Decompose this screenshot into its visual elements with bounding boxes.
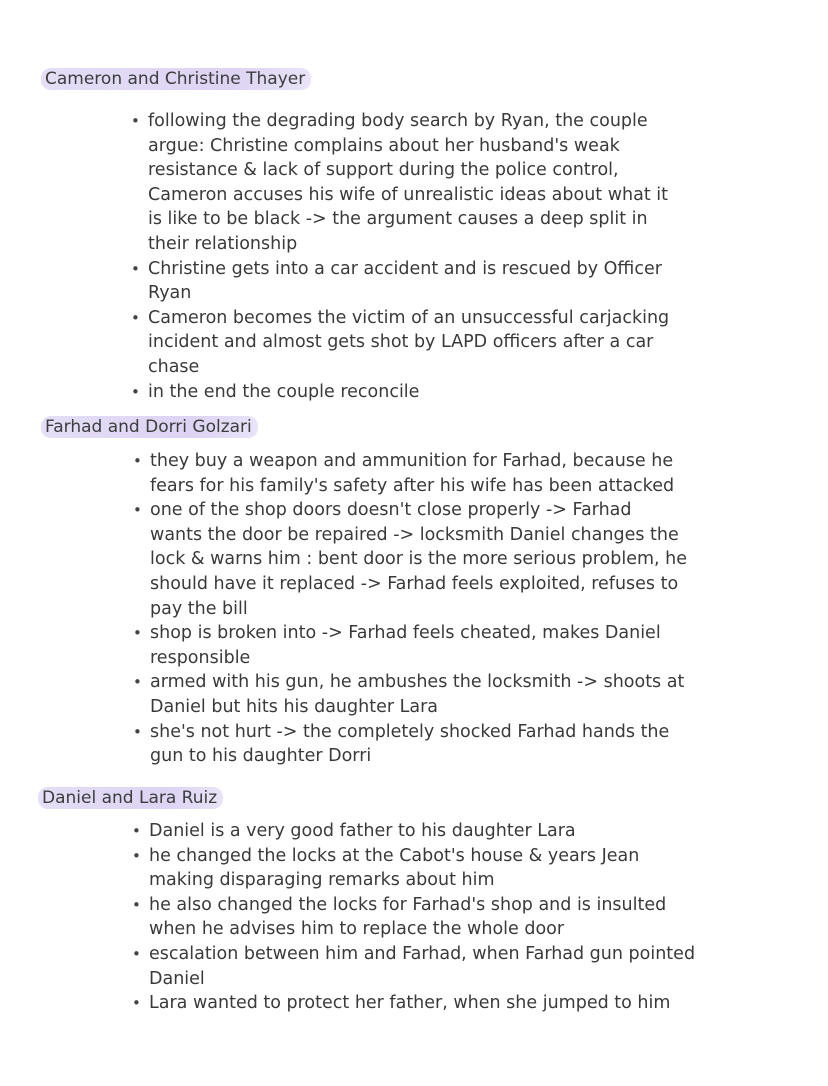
list-item: • following the degrading body search by Ryan, the couple argue: Christine complains about her husband's weak resistance & lack of support during the police control, Cameron accuses his wife of unrealistic ideas about what it is like to be black -> the argument causes a deep split in their relationship (131, 109, 671, 257)
bullet-list (133, 449, 688, 769)
list-item: • in the end the couple reconcile (131, 380, 671, 405)
list-item: • Christine gets into a car accident and is rescued by Officer Ryan (131, 257, 671, 306)
section-heading: Daniel and Lara Ruiz (38, 787, 223, 809)
bullet-list (131, 109, 671, 404)
list-item: • she's not hurt -> the completely shocked Farhad hands the gun to his daughter Dorri (133, 720, 688, 769)
list-item: • armed with his gun, he ambushes the locksmith -> shoots at Daniel but hits his daughter Lara (133, 670, 688, 719)
list-item: • he changed the locks at the Cabot's house & years Jean making disparaging remarks about him (132, 844, 697, 893)
list-item: • one of the shop doors doesn't close properly -> Farhad wants the door be repaired -> locksmith Daniel changes the lock & warns him : bent door is the more serious problem, he should have it replaced -> Farhad feels exploited, refuses to pay the bill (133, 498, 688, 621)
section-heading: Cameron and Christine Thayer (41, 68, 311, 90)
list-item: • Cameron becomes the victim of an unsuccessful carjacking incident and almost gets shot by LAPD officers after a car chase (131, 306, 671, 380)
list-item: • escalation between him and Farhad, when Farhad gun pointed Daniel (132, 942, 697, 991)
list-item: • Daniel is a very good father to his daughter Lara (132, 819, 697, 844)
bullet-list (132, 819, 697, 1016)
list-item: • he also changed the locks for Farhad's shop and is insulted when he advises him to replace the whole door (132, 893, 697, 942)
list-item: • they buy a weapon and ammunition for Farhad, because he fears for his family's safety after his wife has been attacked (133, 449, 688, 498)
list-item: • shop is broken into -> Farhad feels cheated, makes Daniel responsible (133, 621, 688, 670)
section-heading: Farhad and Dorri Golzari (41, 416, 258, 438)
list-item: • Lara wanted to protect her father, when she jumped to him (132, 991, 697, 1016)
